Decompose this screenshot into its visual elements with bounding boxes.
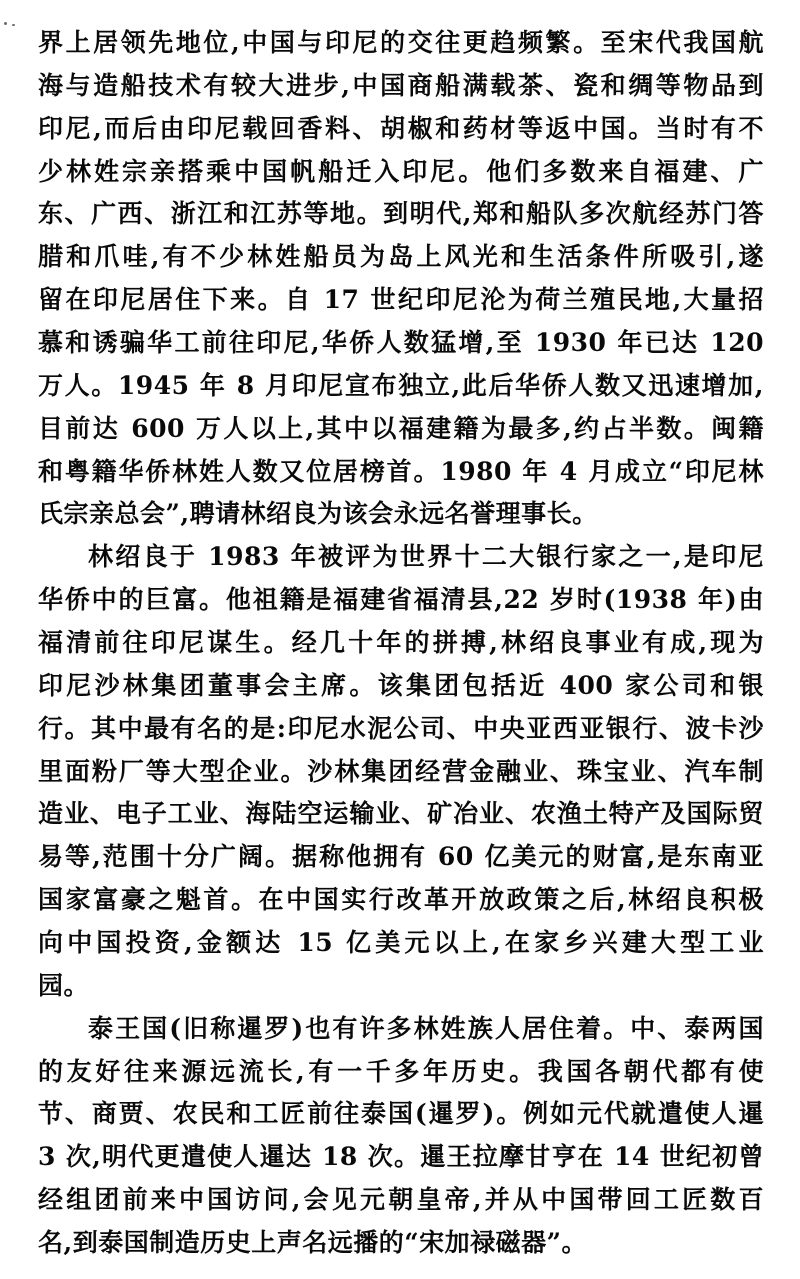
text-line: 华侨中的巨富。他祖籍是福建省福清县,22 岁时(1938 年)由	[38, 585, 764, 615]
text-line: 少林姓宗亲搭乘中国帆船迁入印尼。他们多数来自福建、广	[38, 156, 764, 186]
text-line: 留在印尼居住下来。自 17 世纪印尼沦为荷兰殖民地,大量招	[38, 285, 764, 315]
text-line: 腊和爪哇,有不少林姓船员为岛上风光和生活条件所吸引,遂	[38, 242, 764, 272]
text-line: 3 次,明代更遣使人暹达 18 次。暹王拉摩甘亨在 14 世纪初曾	[38, 1142, 764, 1172]
text-line: 印尼,而后由印尼载回香料、胡椒和药材等返中国。当时有不	[38, 113, 764, 143]
text-line: 园。	[38, 970, 90, 1000]
text-line: 的友好往来源远流长,有一千多年历史。我国各朝代都有使	[38, 1056, 764, 1086]
scan-noise-speck	[12, 24, 15, 26]
text-line: 海与造船技术有较大进步,中国商船满载茶、瓷和绸等物品到	[38, 70, 764, 100]
text-line: 名,到泰国制造历史上声名远播的“宋加禄磁器”。	[38, 1228, 587, 1258]
paragraph-lin-shaoliang	[38, 536, 764, 1007]
text-line: 国家富豪之魁首。在中国实行改革开放政策之后,林绍良积极	[38, 885, 764, 915]
text-line: 经组团前来中国访问,会见元朝皇帝,并从中国带回工匠数百	[38, 1185, 764, 1215]
text-line: 福清前往印尼谋生。经几十年的拼搏,林绍良事业有成,现为	[38, 628, 764, 658]
text-line: 泰王国(旧称暹罗)也有许多林姓族人居住着。中、泰两国	[88, 1013, 764, 1043]
text-line: 界上居领先地位,中国与印尼的交往更趋频繁。至宋代我国航	[38, 28, 764, 57]
paragraph-thailand	[38, 1008, 764, 1265]
scan-noise-speck	[4, 22, 7, 25]
text-line: 节、商贾、农民和工匠前往泰国(暹罗)。例如元代就遣使人暹	[38, 1099, 764, 1129]
text-line: 和粤籍华侨林姓人数又位居榜首。1980 年 4 月成立“印尼林	[38, 456, 764, 486]
text-line: 万人。1945 年 8 月印尼宣布独立,此后华侨人数又迅速增加,	[38, 370, 764, 400]
text-line: 印尼沙林集团董事会主席。该集团包括近 400 家公司和银	[38, 670, 764, 700]
text-line: 行。其中最有名的是:印尼水泥公司、中央亚西亚银行、波卡沙	[38, 713, 764, 743]
text-line: 目前达 600 万人以上,其中以福建籍为最多,约占半数。闽籍	[38, 413, 764, 443]
text-line: 易等,范围十分广阔。据称他拥有 60 亿美元的财富,是东南亚	[38, 842, 764, 872]
text-line: 氏宗亲总会”,聘请林绍良为该会永远名誉理事长。	[38, 499, 598, 529]
text-line: 慕和诱骗华工前往印尼,华侨人数猛增,至 1930 年已达 120	[38, 328, 764, 358]
text-line: 里面粉厂等大型企业。沙林集团经营金融业、珠宝业、汽车制	[38, 756, 764, 786]
text-line: 向中国投资,金额达 15 亿美元以上,在家乡兴建大型工业	[38, 928, 764, 958]
paragraph-indonesia-history	[38, 22, 764, 536]
text-line: 林绍良于 1983 年被评为世界十二大银行家之一,是印尼	[88, 542, 764, 572]
text-line: 东、广西、浙江和江苏等地。到明代,郑和船队多次航经苏门答	[38, 199, 764, 229]
text-line: 造业、电子工业、海陆空运输业、矿冶业、农渔土特产及国际贸	[38, 799, 764, 829]
page-text-block	[38, 22, 764, 1265]
